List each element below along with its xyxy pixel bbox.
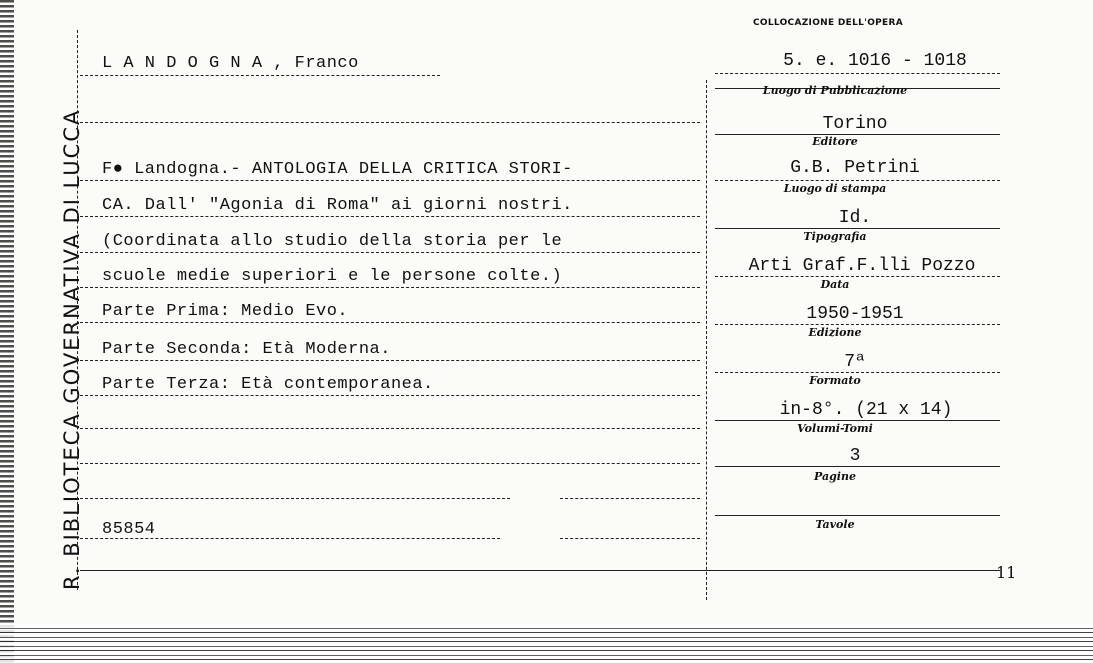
body-line-7: Parte Terza: Età contemporanea. [102,375,434,394]
field-label-format: Formato [809,374,861,387]
field-label-date: Data [820,278,850,291]
field-label-publisher: Editore [812,135,858,148]
text-rule-4 [80,287,700,288]
text-rule-10 [80,498,510,499]
text-rule-5 [80,322,700,323]
text-rule-1 [80,180,700,181]
field-rule-2 [715,180,1000,181]
blank-rule-1 [80,122,700,123]
field-value-place: Torino [822,114,888,134]
body-line-3: (Coordinata allo studio della storia per le [102,232,563,251]
text-rule-2 [80,216,700,217]
text-rule-11 [560,498,700,499]
field-rule-3 [715,228,1000,229]
left-margin-line [77,30,78,590]
text-rule-8 [80,428,700,429]
field-rule-8 [715,466,1000,467]
collocation-rule [715,73,1000,74]
field-label-plates: Tavole [815,518,855,531]
corner-mark: 11 [996,563,1017,582]
field-label-printer: Tipografia [803,230,867,243]
field-rule-4 [715,276,1000,277]
card-left-edge [0,0,14,663]
field-value-printer: Arti Graf.F.lli Pozzo [748,256,976,276]
body-line-1: F● Landogna.- ANTOLOGIA DELLA CRITICA STORI- [102,160,573,179]
library-name: R. BIBLIOTECA GOVERNATIVA DI LUCCA [60,108,84,590]
author-rule [80,75,440,76]
body-line-2: CA. Dall' "Agonia di Roma" ai giorni nostri. [102,196,573,215]
text-rule-3 [80,252,700,253]
right-column-divider [706,80,707,600]
body-line-6: Parte Seconda: Età Moderna. [102,340,391,359]
field-value-edition: 7ª [844,352,866,372]
card-bottom-edge [0,624,1093,663]
text-rule-7 [80,395,700,396]
collocation-header: COLLOCAZIONE DELL'OPERA [753,18,903,28]
author-heading: L A N D O G N A , Franco [102,54,359,73]
field-label-print-place: Luogo di stampa [783,182,887,195]
inventory-rule-right [560,538,700,539]
field-rule-9 [715,515,1000,516]
body-line-5: Parte Prima: Medio Evo. [102,302,349,321]
collocation-value: 5. e. 1016 - 1018 [783,51,967,71]
field-label-volumes: Volumi-Tomi [797,422,873,435]
field-label-pages: Pagine [814,470,856,483]
field-label-place: Luogo di Pubblicazione [762,84,908,97]
field-value-volumes: 3 [849,446,861,466]
text-rule-6 [80,360,700,361]
body-line-4: scuole medie superiori e le persone colte.) [102,267,563,286]
inventory-number: 85854 [102,520,156,539]
field-rule-7 [715,420,1000,421]
text-rule-9 [80,463,700,464]
field-value-publisher: G.B. Petrini [790,158,920,178]
field-value-format: in-8°. (21 x 14) [779,400,953,420]
field-rule-5 [715,324,1000,325]
inventory-rule [80,538,500,539]
bottom-rule [80,570,1000,571]
field-value-date: 1950-1951 [806,304,904,324]
field-label-edition: Edizione [808,326,862,339]
field-value-print-place: Id. [838,208,872,228]
field-rule-6 [715,372,1000,373]
